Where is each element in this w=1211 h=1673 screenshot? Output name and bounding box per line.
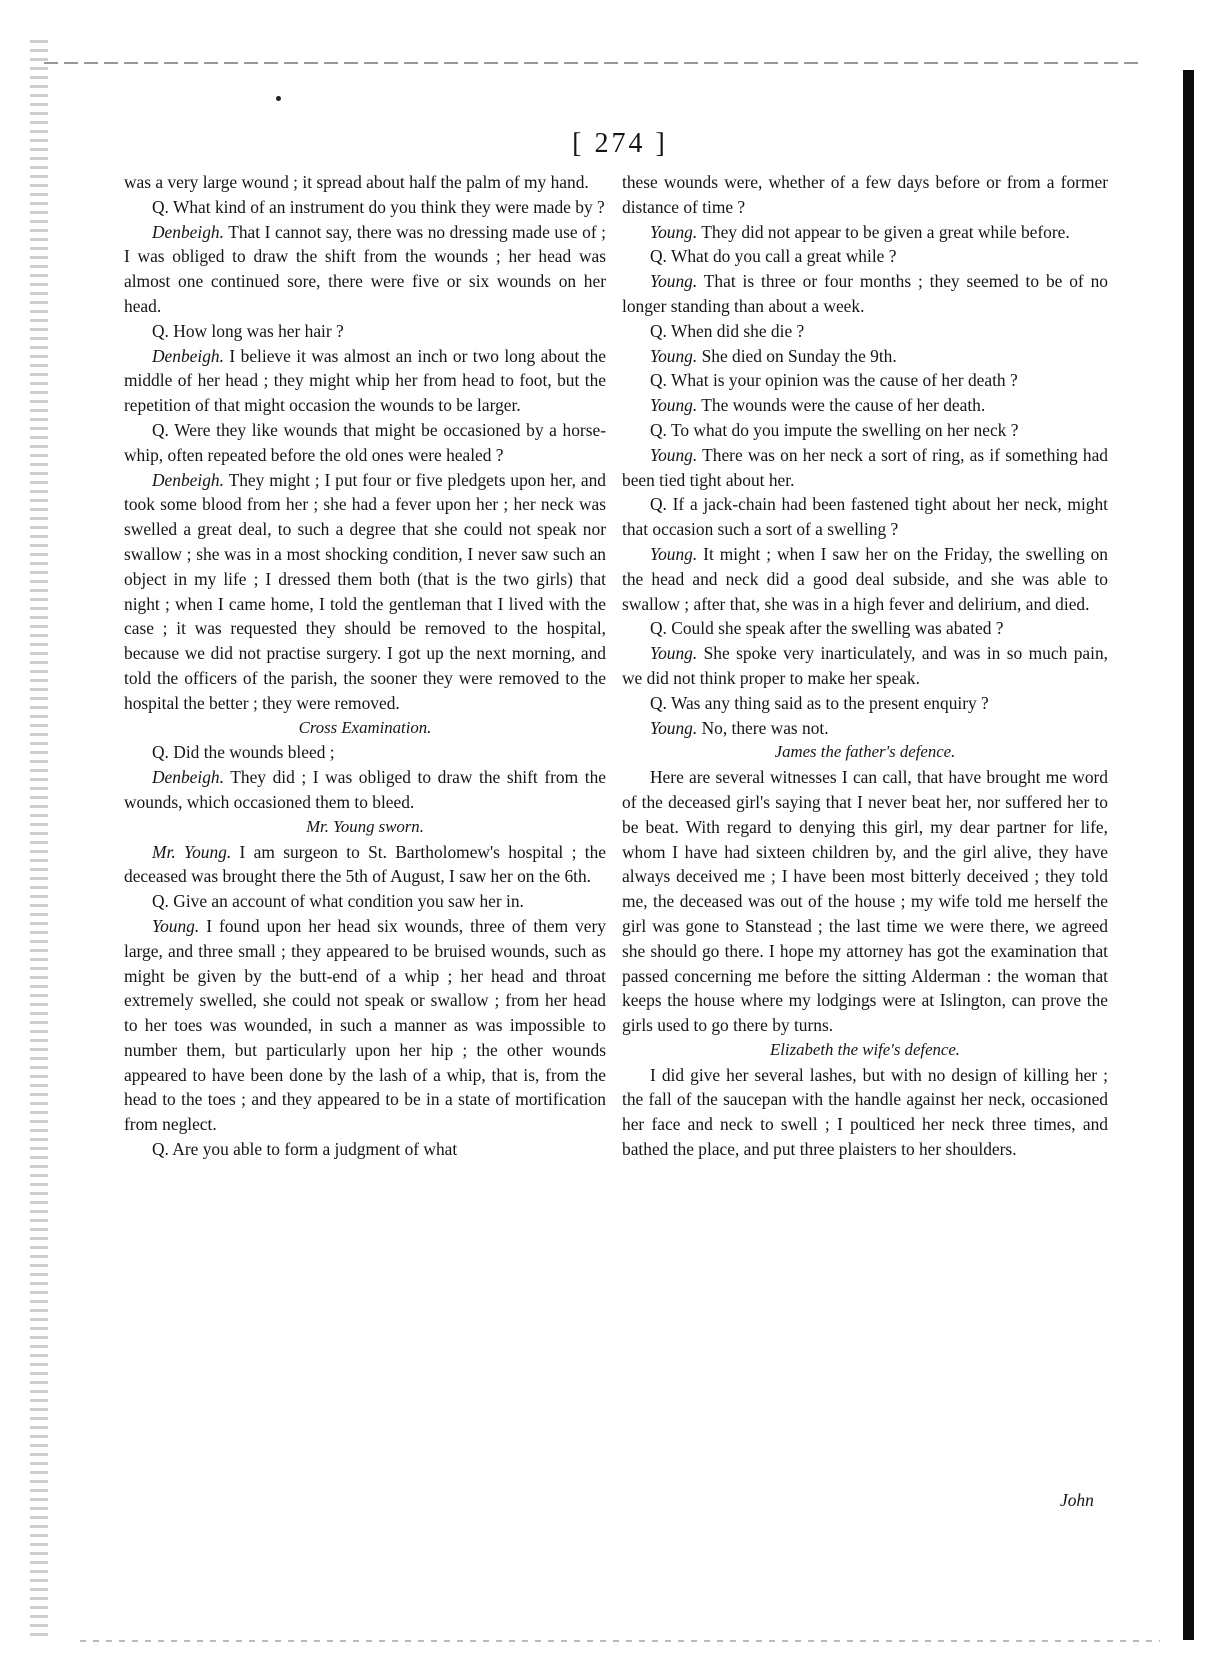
speaker-name: Young.: [650, 395, 698, 416]
testimony-paragraph: [124, 220, 606, 319]
paragraph: [622, 691, 1108, 716]
testimony-paragraph: [124, 840, 606, 890]
paragraph-text: Q. What do you call a great while ?: [650, 246, 897, 267]
speaker-name: Young.: [650, 717, 698, 738]
speaker-name: Young.: [650, 543, 698, 564]
section-heading: Cross Examination.: [298, 717, 432, 737]
testimony-paragraph: [622, 220, 1108, 245]
speaker-name: Young.: [650, 221, 698, 242]
testimony-paragraph: [622, 542, 1108, 616]
paragraph-text: The wounds were the cause of her death.: [701, 395, 986, 416]
paragraph-text: That is three or four months ; they seemed to be of no longer standing than about a week.: [622, 271, 1108, 316]
testimony-paragraph: [622, 716, 1108, 741]
top-rule: [44, 62, 1144, 64]
paragraph: [622, 368, 1108, 393]
paragraph-text: No, there was not.: [701, 717, 829, 738]
testimony-paragraph: [124, 468, 606, 716]
section-heading: James the father's defence.: [774, 742, 956, 762]
paragraph-text: these wounds were, whether of a few days before or from a former distance of time ?: [622, 172, 1108, 217]
left-column: [124, 170, 606, 1162]
paragraph: [622, 244, 1108, 269]
paragraph: [124, 170, 606, 195]
speaker-name: Young.: [650, 643, 698, 664]
paragraph: [124, 418, 606, 468]
paragraph: [622, 492, 1108, 542]
paragraph: [124, 1137, 606, 1162]
paragraph: [622, 765, 1108, 1038]
testimony-paragraph: [124, 765, 606, 815]
paragraph: [622, 319, 1108, 344]
paragraph-text: Q. When did she die ?: [650, 320, 805, 341]
paragraph-text: I am surgeon to St. Bartholomew's hospital ; the deceased was brought there the 5th of August, I saw her on the 6th.: [124, 841, 606, 887]
paragraph-text: Here are several witnesses I can call, that have brought me word of the deceased girl's saying that I never beat her, nor suffered her to be beat. With regard to denying this girl, my dear partner for life, whom I have had sixteen children by, and the girl alive, they have always deceived me ; I have been most bitterly deceived ; they told me, the deceased was out of the house ; my wife told me herself the girl was gone to Stanstead ; the last time we were there, we agreed she should go there. I hope my attorney has got the examination that passed concerning me before the sitting Alderman : the woman that keeps the house where my lodgings were at Islington, can prove the girls used to go there by turns.: [622, 767, 1108, 1036]
paragraph-text: Q. Give an account of what condition you saw her in.: [152, 891, 524, 912]
paragraph-text: Q. Are you able to form a judgment of what: [152, 1139, 458, 1160]
page-left-edge-shadow: [30, 40, 48, 1640]
paragraph-text: That I cannot say, there was no dressing made use of ; I was obliged to draw the shift from the wounds ; her head was almost one continued sore, there were five or six wounds on her head.: [124, 221, 606, 316]
paragraph: [124, 889, 606, 914]
paragraph-text: Q. What is your opinion was the cause of her death ?: [650, 370, 1018, 391]
right-column: [622, 170, 1108, 1162]
testimony-paragraph: [124, 914, 606, 1137]
speaker-name: Mr. Young.: [152, 841, 232, 862]
speaker-name: Young.: [650, 271, 698, 292]
bottom-rule: [80, 1640, 1160, 1642]
testimony-paragraph: [622, 344, 1108, 369]
paragraph-text: They might ; I put four or five pledgets upon her, and took some blood from her ; she had a fever upon her ; her neck was swelled a great deal, to such a degree that she could not speak nor swallow ; she was in a most shocking condition, I never saw such an object in my life ; I dressed them both (that is the two girls) that night ; when I came home, I told the gentleman that I lived with the case ; it was requested they should be removed to the hospital, because we did not practise surgery. I got up the next morning, and told the officers of the parish, the sooner they were removed to the hospital the better ; they were removed.: [124, 469, 606, 713]
right-binding-edge: [1183, 70, 1194, 1640]
paragraph: [124, 319, 606, 344]
paragraph-text: Q. What kind of an instrument do you think they were made by ?: [152, 196, 605, 217]
paragraph-text: They did not appear to be given a great while before.: [701, 221, 1070, 242]
paragraph-text: She died on Sunday the 9th.: [701, 345, 897, 366]
paragraph: [124, 740, 606, 765]
paragraph-text: Q. Could she speak after the swelling was abated ?: [650, 618, 1004, 639]
paragraph-text: was a very large wound ; it spread about half the palm of my hand.: [124, 172, 589, 192]
paragraph-text: They did ; I was obliged to draw the shift from the wounds, which occasioned them to bleed.: [124, 767, 606, 812]
speaker-name: Young.: [152, 915, 200, 936]
testimony-paragraph: [622, 443, 1108, 493]
ink-speck: [276, 96, 281, 101]
paragraph-text: Q. How long was her hair ?: [152, 320, 344, 341]
paragraph-text: Q. If a jack-chain had been fastened tight about her neck, might that occasion such a sort of a swelling ?: [622, 494, 1108, 540]
testimony-paragraph: [622, 641, 1108, 691]
paragraph-text: Q. Was any thing said as to the present enquiry ?: [650, 692, 989, 713]
speaker-name: Denbeigh.: [152, 345, 224, 366]
speaker-name: Denbeigh.: [152, 767, 224, 788]
section-heading: Elizabeth the wife's defence.: [770, 1039, 960, 1059]
paragraph-text: I found upon her head six wounds, three of them very large, and three small ; they appeared to be bruised wounds, such as might be given by the butt-end of a whip ; her head and throat extremely swelled, she could not speak or swallow ; from her head to her toes was wounded, in such a manner as was impossible to number them, but particularly upon her hip ; the other wounds appeared to have been done by the lash of a whip, that is, from the head to the toes ; and they appeared to be in a state of mortification from neglect.: [124, 915, 606, 1135]
speaker-name: Young.: [650, 444, 698, 465]
paragraph-text: Q. To what do you impute the swelling on her neck ?: [650, 419, 1019, 440]
paragraph: [622, 1063, 1108, 1162]
catchword: John: [1060, 1490, 1094, 1510]
testimony-paragraph: [622, 269, 1108, 319]
paragraph-text: I believe it was almost an inch or two long about the middle of her head ; they might whip her from head to foot, but the repetition of that might occasion the wounds to be larger.: [124, 345, 606, 416]
paragraph: [622, 418, 1108, 443]
paragraph: [622, 616, 1108, 641]
testimony-paragraph: [124, 344, 606, 418]
paragraph: [124, 195, 606, 220]
speaker-name: Denbeigh.: [152, 469, 224, 490]
paragraph-text: I did give her several lashes, but with no design of killing her ; the fall of the saucepan with the handle against her neck, occasioned her face and neck to swell ; I poulticed her neck three times, and bathed the place, and put three plaisters to her shoulders.: [622, 1064, 1108, 1160]
paragraph-text: Q. Did the wounds bleed ;: [152, 742, 335, 763]
speaker-name: Denbeigh.: [152, 221, 224, 242]
paragraph-text: Q. Were they like wounds that might be occasioned by a horse-whip, often repeated before the old ones were healed ?: [124, 419, 606, 465]
speaker-name: Young.: [650, 345, 698, 366]
paragraph-text: There was on her neck a sort of ring, as if something had been tied tight about her.: [622, 444, 1108, 490]
section-heading: Mr. Young sworn.: [306, 816, 424, 836]
paragraph: [622, 170, 1108, 220]
paragraph-text: She spoke very inarticulately, and was in so much pain, we did not think proper to make her speak.: [622, 643, 1108, 688]
page-number: [ 274 ]: [572, 128, 668, 159]
testimony-paragraph: [622, 393, 1108, 418]
paragraph-text: It might ; when I saw her on the Friday, the swelling on the head and neck did a good deal subside, and she was able to swallow ; after that, she was in a high fever and delirium, and died.: [622, 543, 1108, 614]
